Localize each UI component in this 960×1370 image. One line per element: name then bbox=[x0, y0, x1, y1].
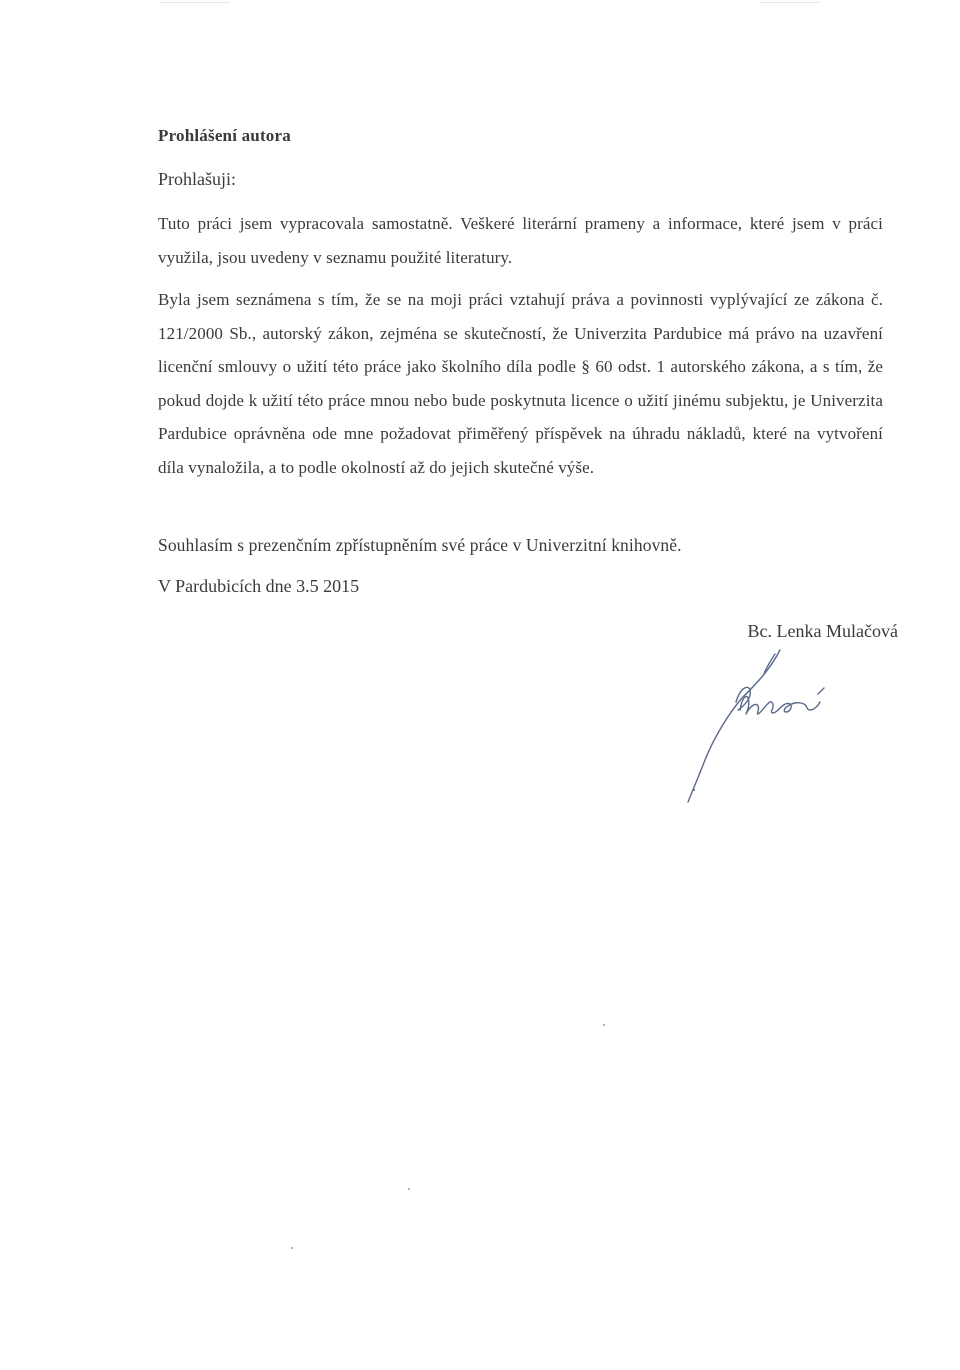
paragraph-copyright: Byla jsem seznámena s tím, že se na moji práci vztahují práva a povinnosti vyplývající ze zákona č. 121/2000 Sb., autorský zákon, zejména se skutečností, že Univerzita Pardubice má právo na uzavření licenční smlouvy o užití této práce jako školního díla podle § 60 odst. 1 autorského zákona, a s tím, že pokud dojde k užití této práce mnou nebo bude poskytnuta licence o užití jinému subjektu, je Univerzita Pardubice oprávněna ode mne požadovat přiměřený příspěvek na úhradu nákladů, které na vytvoření díla vynaložila, a to podle okolností až do jejich skutečné výše. bbox=[158, 290, 883, 477]
place-and-date: V Pardubicích dne 3.5 2015 bbox=[158, 576, 360, 596]
scan-speck bbox=[408, 1188, 410, 1190]
handwritten-signature bbox=[670, 640, 850, 810]
intro-text: Prohlašuji: bbox=[158, 169, 237, 189]
page-title: Prohlášení autora bbox=[158, 126, 291, 145]
signer-name: Bc. Lenka Mulačová bbox=[747, 621, 898, 641]
scan-edge-mark bbox=[760, 2, 820, 3]
paragraph-library-consent: Souhlasím s prezenčním zpřístupněním své práce v Univerzitní knihovně. bbox=[158, 535, 682, 555]
scan-edge-mark bbox=[160, 2, 230, 3]
paragraph-originality: Tuto práci jsem vypracovala samostatně. Veškeré literární prameny a informace, které jsem v práci využila, jsou uvedeny v seznamu použité literatury. bbox=[158, 214, 883, 267]
scan-speck bbox=[603, 1024, 605, 1026]
scan-speck bbox=[291, 1247, 293, 1249]
